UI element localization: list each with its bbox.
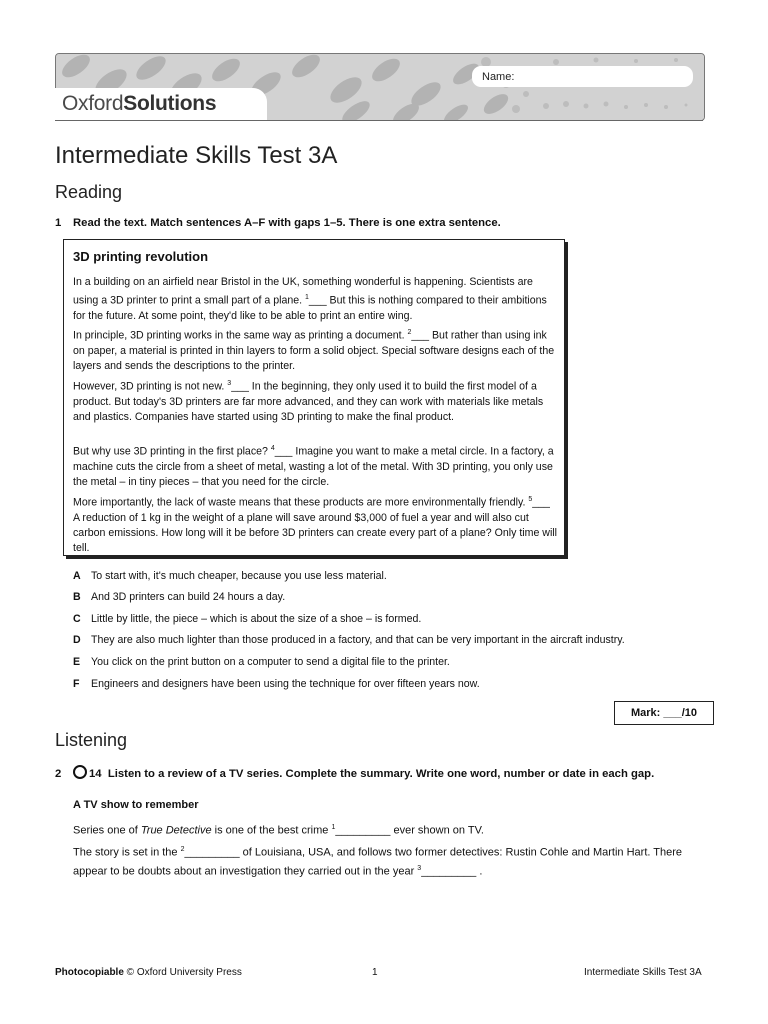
option-b: B And 3D printers can build 24 hours a day. [73, 591, 286, 603]
article-paragraph: More importantly, the lack of waste means that these products are more environmentally friendly. $^5$___ A reduction of 1 kg in the weight of a plane will save around $3,000 of fuel a year and will also cut carbon emissions. How long will it be before 3D printers can create every part of a plane? Only time will tell. [73, 496, 558, 554]
article-paragraph: But why use 3D printing in the first place? $^4$___ Imagine you want to make a metal circle. In a factory, a machine cuts the circle from a sheet of metal, wasting a lot of the metal. With 3D printing, you only use the metal – in tiny pieces – that you need for the circle. [73, 445, 554, 488]
task-number: 1 [55, 217, 62, 229]
gap-number: 2 [407, 329, 412, 336]
gap-number: 3 [417, 864, 422, 872]
footer-copyright: Photocopiable © Oxford University Press [55, 967, 242, 978]
footer-test-name: Intermediate Skills Test 3A [584, 967, 702, 978]
oxford-solutions-logo: OxfordSolutions [62, 92, 217, 115]
gap-number: 5 [528, 496, 533, 503]
option-e: E You click on the print button on a computer to send a digital file to the printer. [73, 656, 450, 668]
gap-number: 2 [180, 846, 185, 853]
article-paragraph: In principle, 3D printing works in the same way as printing a document. $^2$___ But rather than using ink on paper, a material is printed in thin layers to form a solid object. Special software designs each of the layers and sends the descriptions to the printer. [73, 329, 555, 372]
option-c: C Little by little, the piece – which is about the size of a shoe – is formed. [73, 613, 422, 625]
gap-number: 3 [227, 380, 232, 387]
audio-icon [73, 765, 87, 779]
name-label: Name: [482, 71, 515, 83]
gap-number: 1 [305, 294, 309, 301]
task-instruction: Listen to a review of a TV series. Complete the summary. Write one word, number or date in each gap. [107, 768, 655, 780]
page-title: Intermediate Skills Test 3A [55, 142, 338, 169]
gap-number: 1 [331, 824, 336, 831]
summary-title: A TV show to remember [73, 799, 199, 811]
summary-line-2: The story is set in the $^2$_________ of Louisiana, USA, and follows two former detectives: Rustin Cohle and Martin Hart. There appear to be doubts about an investigation they carried out in the year $^3$_________ . [73, 846, 683, 878]
listening-instruction [55, 765, 705, 782]
article-paragraph: In a building on an airfield near Bristol in the UK, something wonderful is happening. Scientists are using a 3D printer to print a small part of a plane. $^1$___ But this is nothing compared to their ambitions for the future. At some point, they'd like to be able to print an entire wing. [73, 276, 547, 322]
mark-box: Mark: ___/10 [614, 701, 714, 725]
task-instruction: Read the text. Match sentences A–F with gaps 1–5. There is one extra sentence. [73, 217, 501, 229]
summary-line-1: Series one of True Detective is one of the best crime $^1$_________ ever shown on TV. [73, 824, 484, 837]
track-number: 14 [89, 768, 102, 780]
option-a: A To start with, it's much cheaper, because you use less material. [73, 570, 387, 582]
page-number: 1 [372, 967, 378, 978]
reading-heading: Reading [55, 182, 123, 202]
reading-instruction [55, 217, 501, 229]
gap-number: 4 [270, 445, 275, 452]
option-d: D They are also much lighter than those produced in a factory, and that can be very important in the aircraft industry. [73, 634, 625, 646]
article-paragraph: However, 3D printing is not new. $^3$___ In the beginning, they only used it to build the first model of a product. But today's 3D printers are far more advanced, and they can work with materials like metals and plastics. Companies have started using 3D printing to make the final product. [73, 380, 544, 423]
article-title: 3D printing revolution [73, 249, 209, 264]
header-rule [55, 120, 703, 121]
listening-heading: Listening [55, 730, 128, 750]
task-number: 2 [55, 768, 62, 780]
option-f: F Engineers and designers have been using the technique for over fifteen years now. [73, 678, 480, 690]
